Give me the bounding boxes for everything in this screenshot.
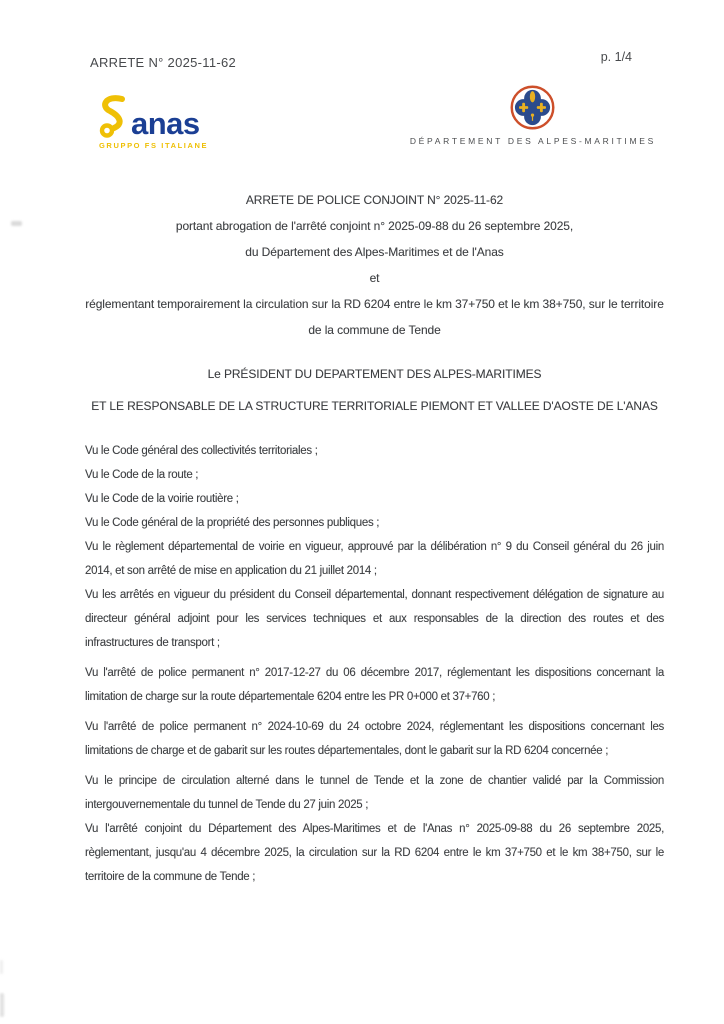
page-indicator: p. 1/4 — [600, 50, 632, 64]
departement-label: DÉPARTEMENT DES ALPES-MARITIMES — [409, 136, 656, 146]
departement-crest-icon — [510, 85, 555, 130]
recital-paragraph: Vu le Code général de la propriété des personnes publiques ; — [85, 517, 380, 529]
scan-artifact — [0, 993, 4, 1017]
scan-artifact — [11, 221, 22, 226]
title-line: réglementant temporairement la circulation sur la RD 6204 entre le km 37+750 et le km 38+750, sur le territoire de la commune de Tende — [85, 297, 664, 337]
recital-paragraph: Vu l'arrêté de police permanent n° 2024-10-69 du 24 octobre 2024, réglementant les dispositions concernant les limitations de charge et de gabarit sur les routes départementales, dont le gabarit sur la RD 6204 concernée ; — [85, 721, 664, 757]
departement-logo — [410, 85, 656, 146]
title-line: du Département des Alpes-Maritimes et de l'Anas — [245, 245, 504, 259]
scan-artifact — [0, 960, 3, 974]
authority-block — [85, 358, 664, 422]
title-block — [85, 187, 664, 343]
title-line: et — [369, 271, 380, 285]
recital-paragraph: Vu le Code général des collectivités territoriales ; — [85, 445, 318, 457]
recital-paragraph: Vu l'arrêté conjoint du Département des Alpes-Maritimes et de l'Anas n° 2025-09-88 du 26 septembre 2025, règlementant, jusqu'au 4 décembre 2025, la circulation sur la RD 6204 entre le km 37+750 et le km 38+750, sur le territoire de la commune de Tende ; — [85, 823, 664, 883]
recital-paragraph: Vu le Code de la voirie routière ; — [85, 493, 239, 505]
logos-row — [0, 70, 724, 150]
recital-paragraph: Vu le Code de la route ; — [85, 469, 199, 481]
authority-line: Le PRÉSIDENT DU DEPARTEMENT DES ALPES-MARITIMES — [207, 367, 542, 381]
recital-paragraph: Vu le principe de circulation alterné dans le tunnel de Tende et la zone de chantier validé par la Commission intergouvernementale du tunnel de Tende du 27 juin 2025 ; — [85, 775, 664, 811]
anas-logo — [95, 93, 208, 150]
recitals-block — [85, 439, 664, 889]
recital-paragraph: Vu le règlement départemental de voirie en vigueur, approuvé par la délibération n° 9 du Conseil général du 26 juin 2014, et son arrêté de mise en application du 21 juillet 2014 ; — [85, 541, 664, 577]
title-line: portant abrogation de l'arrêté conjoint n° 2025-09-88 du 26 septembre 2025, — [175, 219, 574, 233]
title-line: ARRETE DE POLICE CONJOINT N° 2025-11-62 — [245, 193, 504, 207]
anas-s-swirl-icon — [95, 93, 129, 139]
doc-reference: ARRETE N° 2025-11-62 — [90, 55, 237, 70]
recital-paragraph: Vu l'arrêté de police permanent n° 2017-12-27 du 06 décembre 2017, réglementant les dispositions concernant la limitation de charge sur la route départementale 6204 entre les PR 0+000 et 37+760 ; — [85, 667, 664, 703]
document-header — [0, 0, 724, 70]
anas-wordmark: anas — [131, 106, 200, 141]
recital-paragraph: Vu les arrêtés en vigueur du président du Conseil départemental, donnant respectivement délégation de signature au directeur général adjoint pour les services techniques et aux responsables de la direction des routes et des infrastructures de transport ; — [85, 589, 664, 649]
authority-line: ET LE RESPONSABLE DE LA STRUCTURE TERRITORIALE PIEMONT ET VALLEE D'AOSTE DE L'ANAS — [91, 399, 658, 413]
anas-subtitle: GRUPPO FS ITALIANE — [99, 141, 209, 150]
